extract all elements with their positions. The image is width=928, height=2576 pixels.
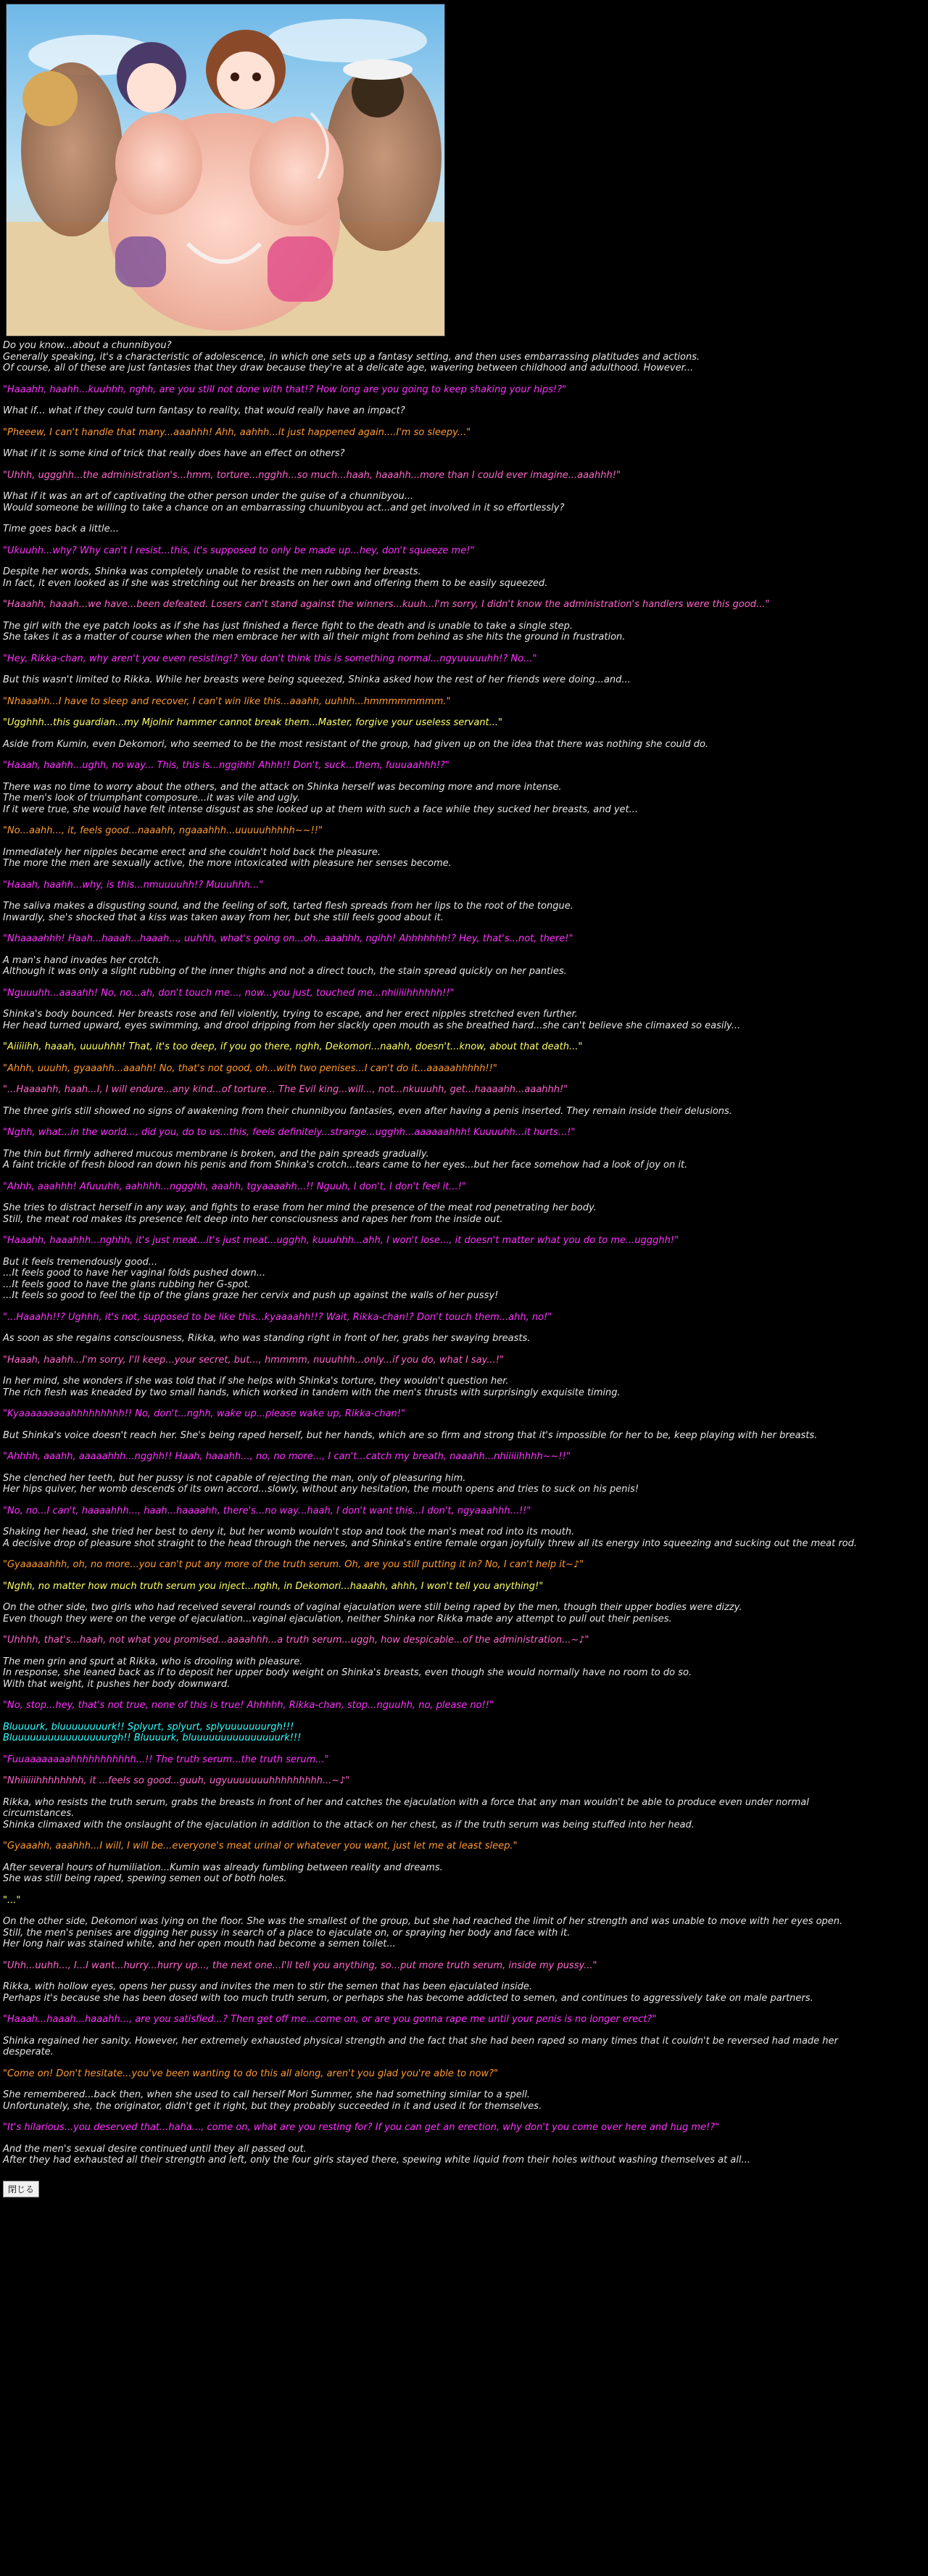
dialogue-line: "Nhaaahh...I have to sleep and recover, I can't win like this...aaahh, uuhhh...hmmmmmmmm.": [3, 695, 451, 707]
dialogue-line: "No, no...I can't, haaaahhh..., haah...haaaahh, there's...no way...haah, I don't want this...I don't, ngyaaahhh...!!": [3, 1505, 531, 1516]
dialogue-line: "Ahhh, uuuhh, gyaaahh...aaahh! No, that's not good, oh...with two penises...I can't do it...aaaaahhhhh!!": [3, 1062, 497, 1074]
dialogue-line: "Gyaaahh, aaahhh...I will, I will be...everyone's meat urinal or whatever you want, just let me at least sleep.": [3, 1841, 518, 1852]
narration-paragraph: But this wasn't limited to Rikka. While her breasts were being squeezed, Shinka asked how the rest of her friends were doing...and...: [3, 674, 631, 685]
dialogue-line: "Pheeew, I can't handle that many...aaahhh! Ahh, aahhh...it just happened again....I'm so sleepy...": [3, 426, 471, 438]
dialogue-line: "Aiiiiihh, haaah, uuuuhhh! That, it's too deep, if you go there, nghh, Dekomori...naahh, doesn't...know, about that death...": [3, 1041, 583, 1052]
dialogue-line: "Uhhh, uggghh...the administration's...hmm, torture...ngghh...so much...haah, haaahh...more than I could ever imagine...aaahhh!": [3, 469, 621, 481]
narration-paragraph: On the other side, two girls who had received several rounds of vaginal ejaculation were still being raped by the men, though their upper bodies were dizzy. Even though they were on the verge of ejaculation...vaginal ejaculation, neither Shinka nor Rikka made any attempt to pull out their penises.: [3, 1602, 742, 1625]
narration-paragraph: There was no time to worry about the others, and the attack on Shinka herself was becoming more and more intense. The men's look of triumphant composure...it was vile and ugly. If it were true, she would have felt intense disgust as she looked up at them with such a face while they sucked her breasts, and yet...: [3, 781, 639, 815]
story-container: [3, 0, 858, 2197]
dialogue-line: "Nhaaaahhh! Haah...haaah...haaah..., uuhhh, what's going on...oh...aaahhh, ngihh! Ahhhhhhh!? Hey, that's...not, there!": [3, 933, 573, 944]
narration-paragraph: The men grin and spurt at Rikka, who is drooling with pleasure. In response, she leaned back as if to deposit her upper body weight on Shinka's breasts, even though she would normally have no room to do so. With that weight, it pushes her body downward.: [3, 1656, 692, 1690]
narration-paragraph: After several hours of humiliation...Kumin was already fumbling between reality and dreams. She was still being raped, spewing semen out of both holes.: [3, 1862, 443, 1884]
dialogue-line: "Nghh, no matter how much truth serum you inject...nghh, in Dekomori...haaahh, ahhh, I won't tell you anything!": [3, 1580, 544, 1592]
dialogue-line: "It's hilarious...you deserved that...haha..., come on, what are you resting for? If you can get an erection, why don't you come over here and hug me!?": [3, 2122, 720, 2133]
narration-paragraph: On the other side, Dekomori was lying on the floor. She was the smallest of the group, but she had reached the limit of her strength and was unable to move with her eyes open. Still, the men's penises are digging her pussy in search of a place to ejaculate on, or spraying her body and face with it. Her long hair was stained white, and her open mouth had become a semen toilet...: [3, 1916, 843, 1949]
narration-paragraph: As soon as she regains consciousness, Rikka, who was standing right in front of her, grabs her swaying breasts.: [3, 1333, 531, 1344]
dialogue-line: Bluuuurk, bluuuuuuuurk!! Splyurt, splyurt, splyuuuuuuurgh!!! Bluuuuuuuuuuuuuuuurgh!! Bluuuurk, bluuuuuuuuuuuuuuurk!!!: [3, 1721, 302, 1743]
dialogue-line: "Haaahh, haahh...kuuhhh, nghh, are you still not done with that!? How long are you going to keep shaking your hips!?": [3, 384, 567, 395]
narration-paragraph: Do you know...about a chunnibyou? Generally speaking, it's a characteristic of adolescence, in which one sets up a fantasy setting, and then uses embarrassing platitudes and actions. Of course, all of these are just fantasies that they draw because they're at a delicate age, wavering between childhood and adulthood. However...: [3, 340, 700, 373]
dialogue-line: "Ugghhh...this guardian...my Mjolnir hammer cannot break them...Master, forgive your useless servant...": [3, 717, 503, 728]
narration-paragraph: The saliva makes a disgusting sound, and the feeling of soft, tarted flesh spreads from her lips to the root of the tongue. Inwardly, she's shocked that a kiss was taken away from her, but she still feels good about it.: [3, 901, 573, 923]
dialogue-line: "Gyaaaaahhh, oh, no more...you can't put any more of the truth serum. Oh, are you still putting it in? No, I can't help it~♪": [3, 1559, 584, 1570]
dialogue-line: "Nguuuhh...aaaahh! No, no...ah, don't touch me..., now...you just, touched me...nhiiiiihhhhhh!!": [3, 987, 455, 999]
dialogue-line: "Haaah...haaah...haaahh..., are you satisfied...? Then get off me...come on, or are you gonna rape me until your penis is no longer erect?": [3, 2014, 657, 2025]
close-area: [3, 2181, 858, 2197]
narration-paragraph: Despite her words, Shinka was completely unable to resist the men rubbing her breasts. In fact, it even looked as if she was stretching out her breasts on her own and offering them to be easily squeezed.: [3, 566, 548, 589]
dialogue-line: "Haaah, haahh...I'm sorry, I'll keep...your secret, but..., hmmmm, nuuuhhh...only...if you do, what I say...!": [3, 1354, 504, 1366]
narration-paragraph: What if it was an art of captivating the other person under the guise of a chunnibyou... Would someone be willing to take a chance on an embarrassing chuunibyou act...and get involved in it so effortlessly?: [3, 491, 565, 513]
dialogue-line: "Haaahh, haaahhh...nghhh, it's just meat...it's just meat...ugghh, kuuuhhh...ahh, I won't lose..., it doesn't matter what you do to me...uggghh!": [3, 1235, 679, 1246]
narration-paragraph: The girl with the eye patch looks as if she has just finished a fierce fight to the death and is unable to take a single step. She takes it as a matter of course when the men embrace her with all their might from behind as she hits the ground in frustration.: [3, 620, 626, 643]
narration-paragraph: She remembered...back then, when she used to call herself Mori Summer, she had something similar to a spell. Unfortunately, she, the originator, didn't get it right, but they probably succeeded in it and used it for themselves.: [3, 2089, 542, 2112]
narration-paragraph: Shinka's body bounced. Her breasts rose and fell violently, trying to escape, and her erect nipples stretched even further. Her head turned upward, eyes swimming, and drool dripping from her slackly open mouth as she breathed hard...she can't believe she climaxed so easily...: [3, 1009, 741, 1031]
narration-paragraph: She tries to distract herself in any way, and fights to erase from her mind the presence of the meat rod penetrating her body. Still, the meat rod makes its presence felt deep into her consciousness and rapes her from the inside out.: [3, 1202, 597, 1225]
close-button[interactable]: 閉じる: [3, 2181, 39, 2197]
event-cg-image: [6, 4, 445, 337]
beach-scene-illustration: [7, 4, 444, 336]
narration-paragraph: Shaking her head, she tried her best to deny it, but her womb wouldn't stop and took the man's meat rod into its mouth. A decisive drop of pleasure shot straight to the head through the nerves, and Shinka's entire female organ joyfully threw all its energy into squeezing and sucking out the meat rod.: [3, 1527, 857, 1549]
dialogue-line: "Hey, Rikka-chan, why aren't you even resisting!? You don't think this is something normal...ngyuuuuuhh!? No...": [3, 653, 537, 664]
dialogue-line: "Ukuuhh...why? Why can't I resist...this, it's supposed to only be made up...hey, don't squeeze me!": [3, 545, 475, 556]
dialogue-line: "No, stop...hey, that's not true, none of this is true! Ahhhhh, Rikka-chan, stop...nguuhh, no, please no!!": [3, 1700, 494, 1711]
dialogue-line: "Uhh...uuhh..., I...I want...hurry...hurry up..., the next one...I'll tell you anything, so...put more truth serum, inside my pussy...": [3, 1960, 597, 1971]
dialogue-line: "...Haaaahh, haah...I, I will endure...any kind...of torture... The Evil king...will..., not...nkuuuhh, get...haaaahh...aaahhh!": [3, 1084, 568, 1095]
story-paragraphs: [3, 340, 858, 2166]
dialogue-line: "...Haaahh!!? Ughhh, it's not, supposed to be like this...kyaaaahh!!? Wait, Rikka-chan!? Don't touch them...ahh, no!": [3, 1311, 552, 1323]
narration-paragraph: Time goes back a little...: [3, 524, 120, 534]
dialogue-line: "Fuuaaaaaaaahhhhhhhhhhh...!! The truth serum...the truth serum...": [3, 1754, 329, 1765]
dialogue-line: "Ahhhh, aaahh, aaaaahhh...ngghh!! Haah, haaahh..., no, no more..., I can't...catch my breath, naaahh...nhiiiiihhhh~~!!": [3, 1451, 571, 1462]
dialogue-line: "Haaahh, haaah...we have...been defeated. Losers can't stand against the winners...kuuh...I'm sorry, I didn't know the administration's handlers were this good...": [3, 599, 770, 610]
narration-paragraph: Rikka, with hollow eyes, opens her pussy and invites the men to stir the semen that has been ejaculated inside. Perhaps it's because she has been dosed with too much truth serum, or perhaps she has become addicted to semen, and continues to aggressively take on male partners.: [3, 1981, 813, 2004]
narration-paragraph: Rikka, who resists the truth serum, grabs the breasts in front of her and catches the ejaculation with a force that any man wouldn't be able to produce even under normal circumstances. Shinka climaxed with the onslaught of the ejaculation in addition to the attack on her chest, as if the truth serum was being stuffed into her head.: [3, 1796, 809, 1830]
dialogue-line: "No...aahh..., it, feels good...naaahh, ngaaahhh...uuuuuhhhhh~~!!": [3, 825, 323, 836]
dialogue-line: "...": [3, 1894, 21, 1906]
narration-paragraph: But it feels tremendously good... ...It feels good to have her vaginal folds pushed down... ...It feels good to have the glans rubbing her G-spot. ...It feels so good to feel the tip of the glans graze her cervix and push up against the walls of her pussy!: [3, 1256, 499, 1301]
narration-paragraph: Aside from Kumin, even Dekomori, who seemed to be the most resistant of the group, had given up on the idea that there was nothing she could do.: [3, 738, 709, 750]
dialogue-line: "Nghh, what...in the world..., did you, do to us...this, feels definitely...strange...ugghh...aaaaaahhh! Kuuuuhh...it hurts...!": [3, 1127, 576, 1138]
narration-paragraph: What if... what if they could turn fantasy to reality, that would really have an impact?: [3, 405, 405, 416]
narration-paragraph: The thin but firmly adhered mucous membrane is broken, and the pain spreads gradually. A faint trickle of fresh blood ran down his penis and from Shinka's crotch...tears came to her eyes...but her face somehow had a look of joy on it.: [3, 1148, 688, 1171]
dialogue-line: "Haaah, haahh...ughh, no way... This, this is...nggihh! Ahhh!! Don't, suck...them, fuuuaahhh!?": [3, 760, 450, 771]
dialogue-line: "Haaah, haahh...why, is this...nmuuuuhh!? Muuuhhh...": [3, 879, 264, 891]
dialogue-line: "Come on! Don't hesitate...you've been wanting to do this all along, aren't you glad you're able to now?": [3, 2068, 498, 2079]
narration-paragraph: The three girls still showed no signs of awakening from their chunnibyou fantasies, even after having a penis inserted. They remain inside their delusions.: [3, 1105, 732, 1117]
narration-paragraph: But Shinka's voice doesn't reach her. She's being raped herself, but her hands, which are so firm and strong that it's impossible for her to be, keep playing with her breasts.: [3, 1429, 818, 1441]
dialogue-line: "Ahhh, aaahhh! Afuuuhh, aahhhh...nggghh, aaahh, tgyaaaahh...!! Nguuh, I don't, I don't feel it...!": [3, 1181, 466, 1192]
narration-paragraph: She clenched her teeth, but her pussy is not capable of rejecting the man, only of pleasuring him. Her hips quiver, her womb descends of its own accord...slowly, without any hesitation, the mouth opens and tries to suck on his penis!: [3, 1472, 639, 1495]
dialogue-line: "Uhhhh, that's...haah, not what you promised...aaaahhh...a truth serum...uggh, how despicable...of the administration...~♪": [3, 1635, 589, 1646]
narration-paragraph: What if it is some kind of trick that really does have an effect on others?: [3, 448, 345, 459]
narration-paragraph: Shinka regained her sanity. However, her extremely exhausted physical strength and the fact that she had been raped so many times that it couldn't be reversed had made her desperate.: [3, 2035, 838, 2057]
narration-paragraph: Immediately her nipples became erect and she couldn't hold back the pleasure. The more the men are sexually active, the more intoxicated with pleasure her senses become.: [3, 846, 452, 869]
dialogue-line: "Kyaaaaaaaaahhhhhhhhh!! No, don't...nghh, wake up...please wake up, Rikka-chan!": [3, 1408, 405, 1419]
dialogue-line: "Nhiiiiiihhhhhhhh, it ...feels so good...guuh, ugyuuuuuuuhhhhhhhhh...~♪": [3, 1775, 350, 1786]
narration-paragraph: And the men's sexual desire continued until they all passed out. After they had exhausted all their strength and left, only the four girls stayed there, spewing white liquid from their holes without washing themselves at all...: [3, 2143, 750, 2166]
narration-paragraph: A man's hand invades her crotch. Although it was only a slight rubbing of the inner thighs and not a direct touch, the stain spread quickly on her panties.: [3, 954, 567, 977]
narration-paragraph: In her mind, she wonders if she was told that if she helps with Shinka's torture, they wouldn't question her. The rich flesh was kneaded by two small hands, which worked in tandem with the men's thrusts with surprisingly exquisite timing.: [3, 1376, 621, 1398]
